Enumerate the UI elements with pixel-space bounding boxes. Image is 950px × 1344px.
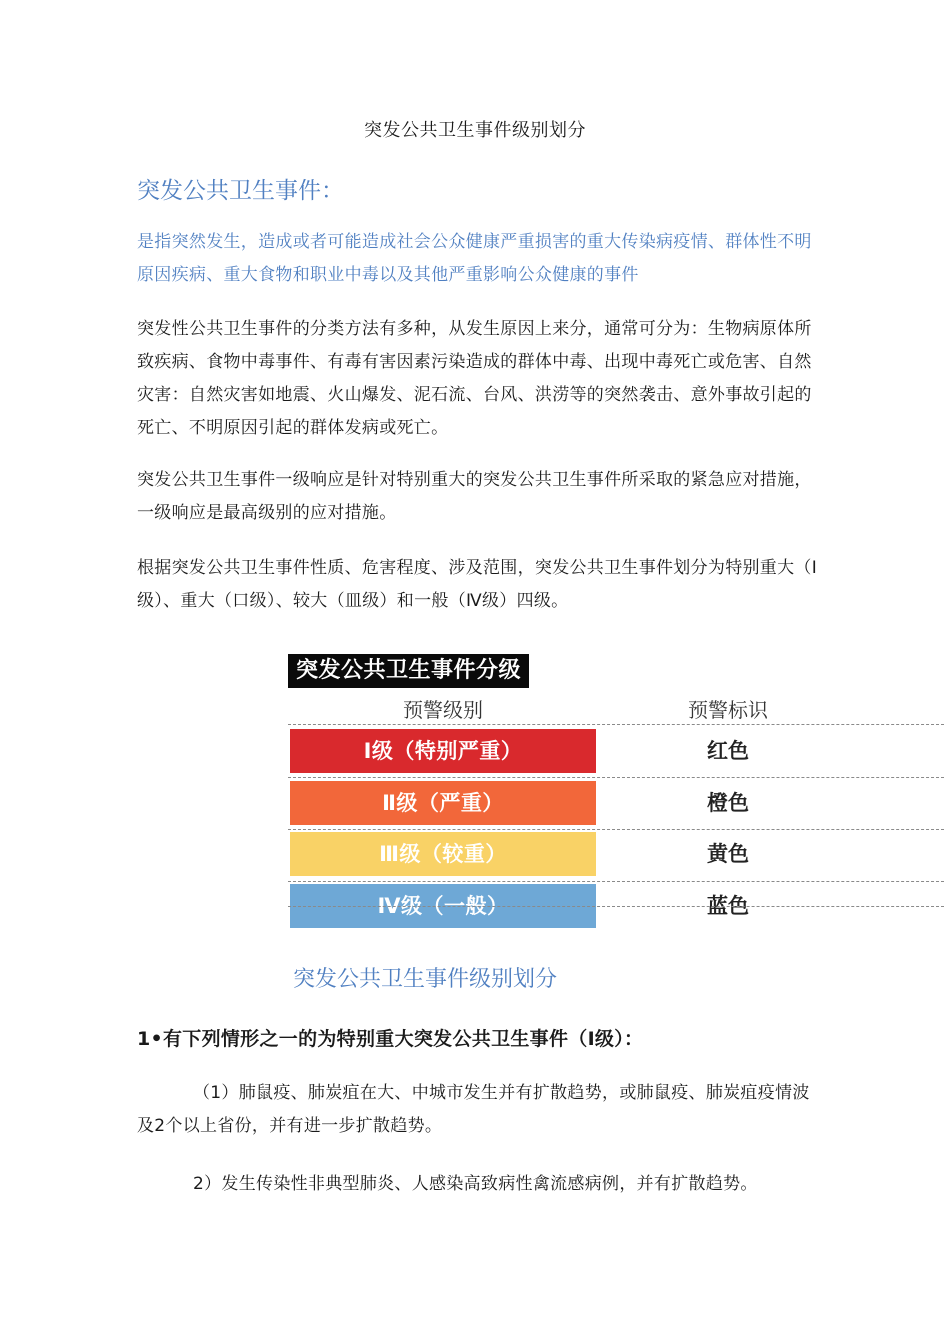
column-header-level: 预警级别 [403, 698, 483, 722]
row-divider [288, 906, 944, 907]
row-divider [288, 724, 944, 725]
criterion-item-1: （1）肺鼠疫、肺炭疽在大、中城市发生并有扩散趋势，或肺鼠疫、肺炭疽疫情波及2个以上省份，并有进一步扩散趋势。 [137, 1083, 810, 1136]
level-mark-4: 蓝色 [707, 894, 749, 918]
level-mark-2: 橙色 [707, 791, 749, 815]
level-mark-3: 黄色 [707, 842, 749, 866]
level-box-1: Ⅰ级（特别严重） [290, 729, 596, 773]
level-box-3: Ⅲ级（较重） [290, 832, 596, 876]
column-header-mark: 预警标识 [688, 698, 768, 722]
warning-level-figure [288, 654, 944, 936]
level-one-heading: 1•有下列情形之一的为特别重大突发公共卫生事件（Ⅰ级）： [137, 1028, 644, 1050]
criterion-item-2: 2）发生传染性非典型肺炎、人感染高致病性禽流感病例，并有扩散趋势。 [193, 1174, 758, 1194]
figure-title: 突发公共卫生事件分级 [288, 654, 529, 688]
classification-paragraph: 突发性公共卫生事件的分类方法有多种，从发生原因上来分，通常可分为：生物病原体所致疾病、食物中毒事件、有毒有害因素污染造成的群体中毒、出现中毒死亡或危害、自然灾害：自然灾害如地震、火山爆发、泥石流、台风、洪涝等的突然袭击、意外事故引起的死亡、不明原因引起的群体发病或死亡。 [137, 319, 812, 438]
level-box-2: Ⅱ级（严重） [290, 781, 596, 825]
response-paragraph: 突发公共卫生事件一级响应是针对特别重大的突发公共卫生事件所采取的紧急应对措施，一级响应是最高级别的应对措施。 [137, 470, 812, 523]
level-mark-1: 红色 [707, 739, 749, 763]
grading-paragraph: 根据突发公共卫生事件性质、危害程度、涉及范围，突发公共卫生事件划分为特别重大（Ⅰ级）、重大（口级）、较大（皿级）和一般（Ⅳ级）四级。 [137, 558, 818, 611]
section-heading: 突发公共卫生事件： [137, 178, 344, 204]
definition-paragraph: 是指突然发生，造成或者可能造成社会公众健康严重损害的重大传染病疫情、群体性不明原因疾病、重大食物和职业中毒以及其他严重影响公众健康的事件 [137, 232, 812, 285]
row-divider [288, 777, 944, 778]
grading-sub-heading: 突发公共卫生事件级别划分 [292, 967, 557, 992]
row-divider [288, 881, 944, 882]
level-box-4: Ⅳ级（一般） [290, 884, 596, 928]
document-title: 突发公共卫生事件级别划分 [364, 120, 586, 141]
row-divider [288, 829, 944, 830]
